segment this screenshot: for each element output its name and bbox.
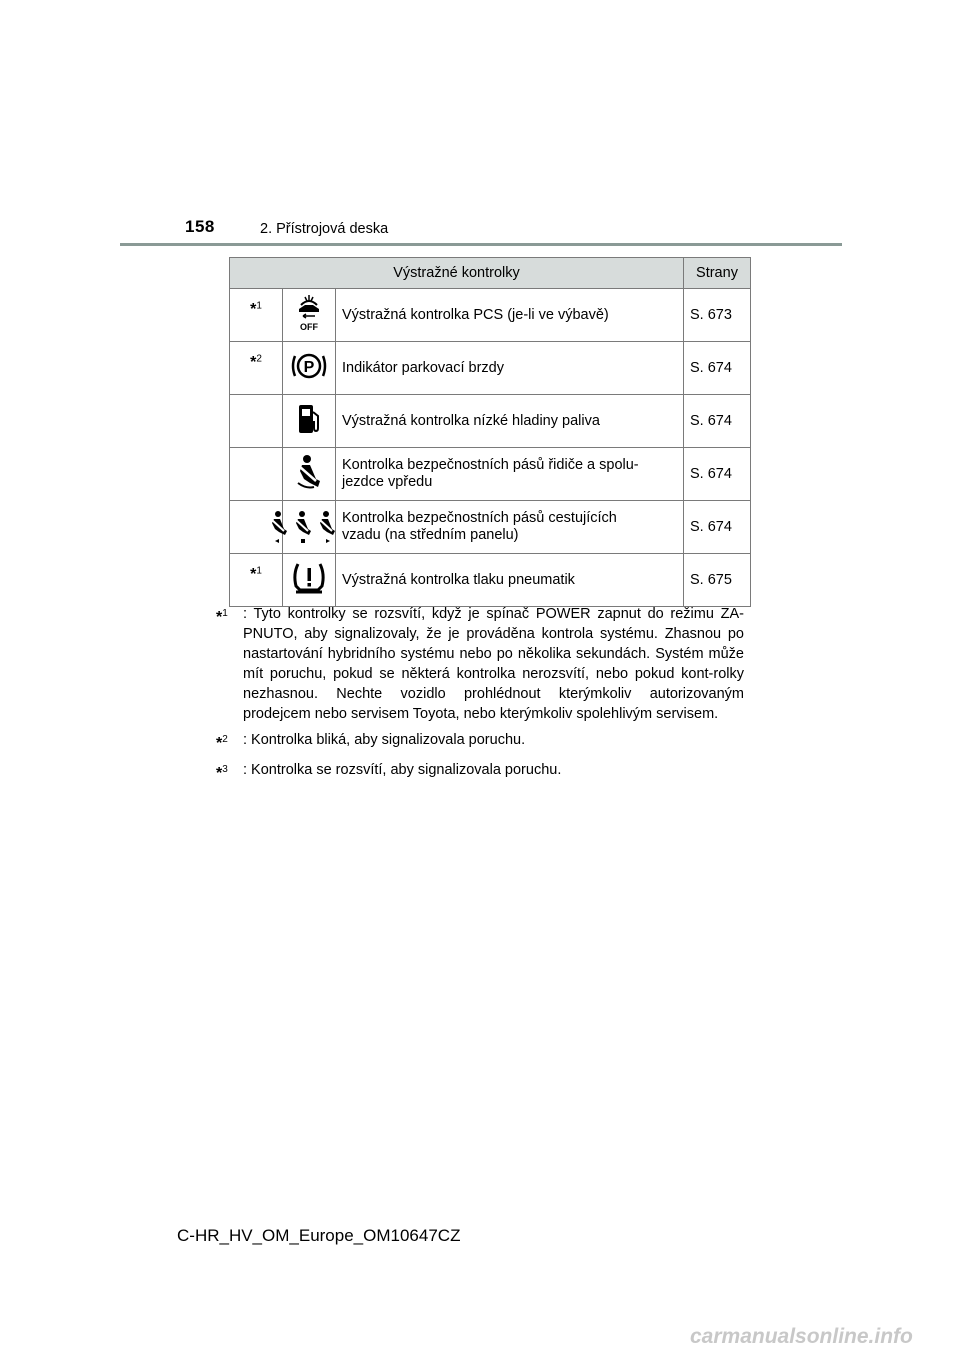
footnote-marker: *$^2$ xyxy=(230,342,283,395)
column-header-pages: Strany xyxy=(684,258,751,289)
footnote-3 xyxy=(216,760,744,784)
page-reference: S. 674 xyxy=(684,501,751,554)
row-description: Indikátor parkovací brzdy xyxy=(336,342,684,395)
row-description: Kontrolka bezpečnostních pásů cestujících vzadu (na středním panelu) xyxy=(336,501,684,554)
section-title: 2. Přístrojová deska xyxy=(260,221,389,237)
table-header-row xyxy=(230,258,751,289)
column-header-lights: Výstražné kontrolky xyxy=(230,258,684,289)
row-description: Kontrolka bezpečnostních pásů řidiče a spolu- jezdce vpředu xyxy=(336,448,684,501)
table-row xyxy=(230,342,751,395)
parking-brake-icon xyxy=(283,342,336,395)
page-reference: S. 673 xyxy=(684,289,751,342)
page-reference: S. 674 xyxy=(684,342,751,395)
document-code: C-HR_HV_OM_Europe_OM10647CZ xyxy=(177,1226,461,1245)
row-description: Výstražná kontrolka nízké hladiny paliva xyxy=(336,395,684,448)
page-header xyxy=(0,0,960,250)
footnote-1 xyxy=(216,604,744,724)
row-description: Výstražná kontrolka tlaku pneumatik xyxy=(336,554,684,607)
table-row xyxy=(230,289,751,342)
page-reference: S. 674 xyxy=(684,395,751,448)
footnote-marker: *$^1$ xyxy=(230,554,283,607)
page-reference: S. 674 xyxy=(684,448,751,501)
footnotes xyxy=(216,604,744,790)
fuel-pump-icon xyxy=(283,395,336,448)
rear-seatbelts-icon xyxy=(283,501,336,554)
page-reference: S. 675 xyxy=(684,554,751,607)
row-description: Výstražná kontrolka PCS (je-li ve výbavě) xyxy=(336,289,684,342)
table-row xyxy=(230,501,751,554)
svg-text:P: P xyxy=(303,359,315,376)
page-number: 158 xyxy=(185,217,215,236)
table-row xyxy=(230,395,751,448)
table-row xyxy=(230,448,751,501)
footnote-2 xyxy=(216,730,744,754)
footnote-mark: *$^1$ xyxy=(216,608,228,626)
svg-text:OFF: OFF xyxy=(300,322,318,332)
footnote-mark: *$^3$ xyxy=(216,763,228,782)
warning-lights-table xyxy=(229,257,751,607)
pcs-off-icon xyxy=(283,289,336,342)
footnote-text: : Tyto kontrolky se rozsvítí, když je spínač POWER zapnut do režimu ZA-PNUTO, aby signalizovaly, že je prováděna kontrola systému. Zhasnou po nastartování hybridního systému nebo po několika sekundách. Systém může mít poruchu, pokud se některá kontrolka nerozsvítí, nebo pokud kont-rolky nezhasnou. Nechte vozidlo prohlédnout kterýmkoliv autorizovaným prodejcem nebo servisem Toyota, nebo kterýmkoliv spolehlivým servisem. xyxy=(243,606,744,722)
header-divider xyxy=(120,243,842,246)
footnote-marker-empty xyxy=(230,448,283,501)
seatbelt-icon xyxy=(283,448,336,501)
footnote-text: : Kontrolka se rozsvítí, aby signalizovala poruchu. xyxy=(243,761,562,778)
footnote-text: : Kontrolka bliká, aby signalizovala poruchu. xyxy=(243,732,526,748)
table-row xyxy=(230,554,751,607)
watermark: carmanualsonline.info xyxy=(690,1325,913,1348)
footnote-marker: *$^1$ xyxy=(230,289,283,342)
footnote-marker-empty xyxy=(230,395,283,448)
footnote-mark: *$^2$ xyxy=(216,734,228,752)
tire-pressure-icon xyxy=(283,554,336,607)
